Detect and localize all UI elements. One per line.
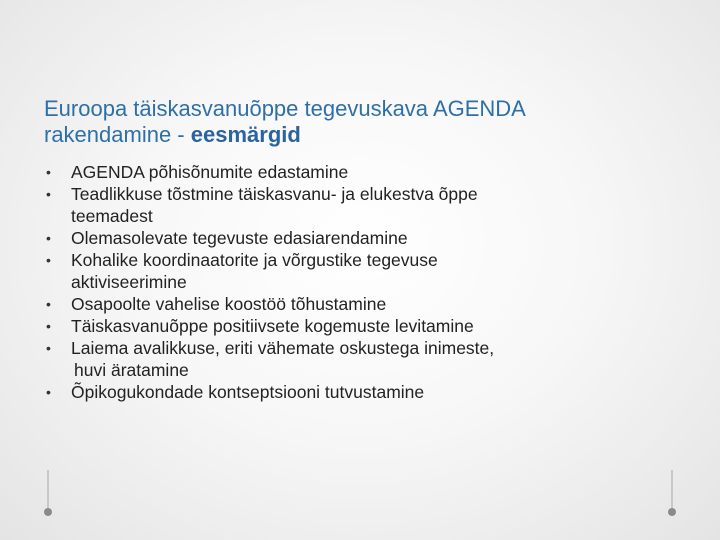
right-decoration-dot: [668, 508, 676, 516]
bullet-item: [44, 337, 664, 381]
bullet-dot: •: [46, 296, 51, 312]
bullet-text: [71, 227, 664, 249]
bullet-dot: •: [46, 340, 51, 356]
bullet-line-1: Täiskasvanuõppe positiivsete kogemuste levitamine: [71, 316, 474, 336]
bullet-item: [44, 183, 664, 227]
title-line-2: [44, 122, 684, 148]
bullet-line-1: Laiema avalikkuse, eriti vähemate oskustega inimeste,: [71, 338, 495, 358]
bullet-line-1: Olemasolevate tegevuste edasiarendamine: [71, 228, 408, 248]
bullet-text: [71, 161, 664, 183]
bullet-text: [71, 315, 664, 337]
left-decoration-line: [47, 470, 49, 510]
bullet-text: [71, 293, 664, 315]
bullet-item: [44, 227, 664, 249]
bullet-dot: •: [46, 186, 51, 202]
title-bold-word: eesmärgid: [190, 122, 301, 147]
bullet-line-2: aktiviseerimine: [71, 272, 187, 292]
bullet-line-1: Osapoolte vahelise koostöö tõhustamine: [71, 294, 387, 314]
bullet-line-1: AGENDA põhisõnumite edastamine: [71, 162, 349, 182]
bullet-dot: •: [46, 164, 51, 180]
bullet-line-2: huvi äratamine: [74, 360, 189, 380]
bullet-text: [71, 381, 664, 403]
bullet-item: [44, 381, 664, 403]
bullet-item: [44, 293, 664, 315]
bullet-line-2: teemadest: [71, 206, 153, 226]
bullet-text: [71, 249, 664, 293]
bullet-item: [44, 161, 664, 183]
bullet-dot: •: [46, 252, 51, 268]
bullet-line-1: Kohalike koordinaatorite ja võrgustike tegevuse: [71, 250, 438, 270]
right-decoration-line: [671, 470, 673, 510]
left-decoration-dot: [44, 508, 52, 516]
bullet-list: [44, 161, 664, 403]
title-line-1: Euroopa täiskasvanuõppe tegevuskava AGENDA: [44, 96, 526, 121]
bullet-text: [71, 337, 664, 381]
bullet-line-1: Teadlikkuse tõstmine täiskasvanu- ja elukestva õppe: [71, 184, 478, 204]
bullet-line-1: Õpikogukondade kontseptsiooni tutvustamine: [71, 382, 425, 402]
bullet-text: [71, 183, 664, 227]
bullet-dot: •: [46, 384, 51, 400]
title-line-2-prefix: rakendamine -: [44, 122, 191, 147]
bullet-item: [44, 249, 664, 293]
bullet-dot: •: [46, 230, 51, 246]
bullet-dot: •: [46, 318, 51, 334]
bullet-item: [44, 315, 664, 337]
slide-title: [44, 96, 684, 148]
